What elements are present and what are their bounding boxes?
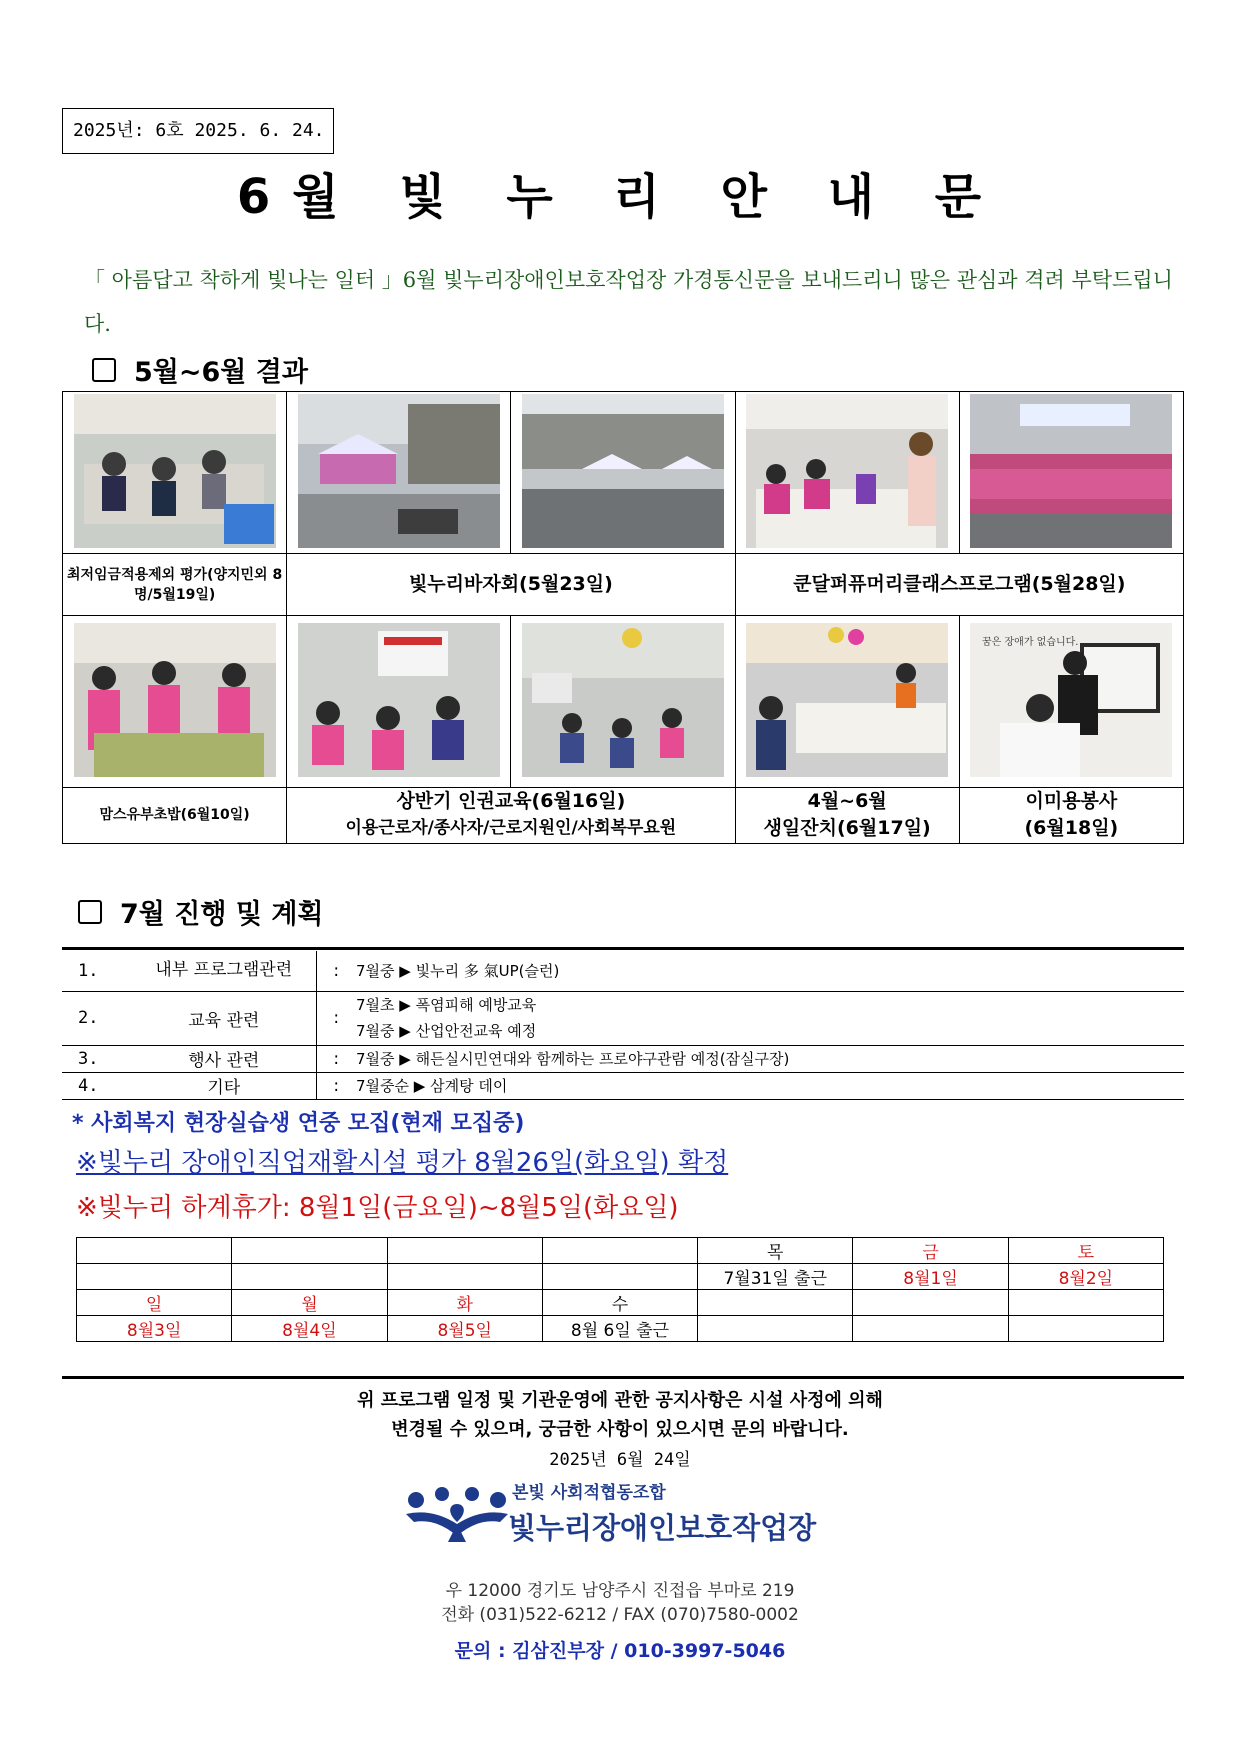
calendar-cell (542, 1238, 697, 1264)
photo-perfume-class-1 (746, 394, 948, 548)
calendar-cell (77, 1264, 232, 1290)
plan-category: 내부 프로그램관련 (132, 951, 316, 991)
photo-banner-text: 꿈은 장애가 없습니다. (982, 636, 1079, 648)
caption-rights-education-participants: 이용근로자/종사자/근로지원인/사회복무요원 (345, 818, 677, 839)
photo-cell (511, 616, 735, 787)
calendar-day-tue: 화 (387, 1290, 542, 1316)
calendar-cell (1008, 1316, 1163, 1342)
plan-num: 3. (62, 1045, 132, 1072)
notice-intern-recruit: * 사회복지 현장실습생 연중 모집(현재 모집중) (72, 1111, 525, 1136)
plan-category: 행사 관련 (132, 1045, 316, 1072)
calendar-date: 7월31일 출근 (698, 1264, 853, 1290)
calendar-cell (698, 1316, 853, 1342)
plan-detail-line: 7월초 ▶ 폭염피해 예방교육 (356, 996, 537, 1014)
photo-cell (959, 392, 1183, 554)
results-photo-table (62, 391, 1184, 844)
plan-row (62, 951, 1184, 991)
vacation-calendar (76, 1237, 1164, 1342)
issue-number-box: 2025년: 6호 2025. 6. 24. (62, 108, 334, 154)
checkbox-icon (92, 358, 116, 382)
checkbox-icon (78, 900, 102, 924)
calendar-date: 8월5일 (387, 1316, 542, 1342)
page-title: 6월 빛 누 리 안 내 문 (236, 169, 1004, 225)
plan-num: 2. (62, 991, 132, 1045)
calendar-cell (853, 1316, 1008, 1342)
photo-bazaar-1 (298, 394, 500, 548)
caption-tofu-rice: 맘스유부초밥(6월10일) (63, 787, 287, 843)
footer-notice-line1: 위 프로그램 일정 및 기관운영에 관한 공지사항은 시설 사정에 의해 (357, 1390, 883, 1411)
photo-rights-education-1 (298, 623, 500, 777)
plan-colon: : (316, 1072, 356, 1099)
calendar-date: 8월3일 (77, 1316, 232, 1342)
org-name: 빛누리장애인보호작업장 (508, 1511, 817, 1545)
calendar-day-sun: 일 (77, 1290, 232, 1316)
calendar-day-wed: 수 (542, 1290, 697, 1316)
photo-cell (511, 392, 735, 554)
caption-bazaar: 빛누리바자회(5월23일) (287, 554, 735, 616)
footer-phone: 전화 (031)522-6212 / FAX (070)7580-0002 (441, 1605, 799, 1625)
calendar-cell (698, 1290, 853, 1316)
calendar-cell (542, 1264, 697, 1290)
calendar-cell (232, 1238, 387, 1264)
calendar-day-thu: 목 (698, 1238, 853, 1264)
notice-evaluation: ※빛누리 장애인직업재활시설 평가 8월26일(화요일) 확정 (76, 1148, 729, 1178)
caption-rights-education-title: 상반기 인권교육(6월16일) (396, 790, 626, 813)
footer-notice-line2: 변경될 수 있으며, 궁금한 사항이 있으시면 문의 바랍니다. (391, 1419, 849, 1440)
plan-detail: 7월중 ▶ 해든실시민연대와 함께하는 프로야구관람 예정(잠실구장) (356, 1045, 1184, 1072)
photo-cell (63, 616, 287, 787)
calendar-cell (1008, 1290, 1163, 1316)
footer-rule (62, 1376, 1184, 1379)
caption-birthday-period: 4월~6월 (807, 790, 887, 813)
org-subtitle: 본빛 사회적협동조합 (512, 1483, 666, 1503)
calendar-date: 8월1일 (853, 1264, 1008, 1290)
photo-cell (735, 616, 959, 787)
plan-num: 1. (62, 951, 132, 991)
photo-wage-evaluation (74, 394, 276, 548)
plan-row (62, 1045, 1184, 1072)
section-plan-heading (78, 892, 323, 931)
calendar-cell (853, 1290, 1008, 1316)
photo-tofu-rice (74, 623, 276, 777)
caption-haircut-date: (6월18일) (1024, 817, 1119, 840)
calendar-day-mon: 월 (232, 1290, 387, 1316)
calendar-date: 8월4일 (232, 1316, 387, 1342)
section-plan-title: 7월 진행 및 계획 (120, 899, 324, 930)
intro-text: 「 아름답고 착하게 빛나는 일터 」6월 빛누리장애인보호작업장 가경통신문을 보내드리니 많은 관심과 격려 부탁드립니다. (84, 268, 1173, 336)
plan-detail (356, 991, 1184, 1045)
footer-contact: 문의 : 김삼진부장 / 010-3997-5046 (454, 1640, 786, 1662)
photo-cell (287, 616, 511, 787)
caption-rights-education (287, 787, 735, 843)
calendar-day-sat: 토 (1008, 1238, 1163, 1264)
plan-table (62, 951, 1184, 1100)
photo-rights-education-2 (522, 623, 724, 777)
photo-birthday-party (746, 623, 948, 777)
footer-date: 2025년 6월 24일 (549, 1450, 691, 1470)
plan-num: 4. (62, 1072, 132, 1099)
photo-haircut-service (970, 623, 1172, 777)
plan-category: 기타 (132, 1072, 316, 1099)
photo-perfume-class-group (970, 394, 1172, 548)
calendar-row (77, 1316, 1164, 1342)
calendar-cell (387, 1238, 542, 1264)
plan-colon: : (316, 1045, 356, 1072)
caption-haircut (959, 787, 1183, 843)
calendar-cell (77, 1238, 232, 1264)
photo-cell (287, 392, 511, 554)
calendar-cell (232, 1264, 387, 1290)
caption-perfume-class: 쿤달퍼퓨머리클래스프로그램(5월28일) (735, 554, 1183, 616)
plan-row (62, 991, 1184, 1045)
plan-category: 교육 관련 (132, 991, 316, 1045)
plan-colon: : (316, 951, 356, 991)
calendar-day-fri: 금 (853, 1238, 1008, 1264)
calendar-row (77, 1238, 1164, 1264)
calendar-date: 8월 6일 출근 (542, 1316, 697, 1342)
plan-detail: 7월중 ▶ 빛누리 多 氣UP(슬런) (356, 951, 1184, 991)
plan-detail-line: 7월중 ▶ 산업안전교육 예정 (356, 1022, 537, 1040)
plan-row (62, 1072, 1184, 1099)
section-results-title: 5월~6월 결과 (134, 357, 308, 388)
photo-cell (63, 392, 287, 554)
section-results-heading (92, 350, 308, 389)
photo-bazaar-2 (522, 394, 724, 548)
notice-summer-vacation: ※빛누리 하계휴가: 8월1일(금요일)~8월5일(화요일) (76, 1193, 679, 1223)
plan-detail: 7월중순 ▶ 삼계탕 데이 (356, 1072, 1184, 1099)
plan-colon: : (316, 991, 356, 1045)
calendar-row (77, 1264, 1164, 1290)
caption-haircut-title: 이미용봉사 (1025, 790, 1118, 813)
plan-top-rule (62, 947, 1184, 950)
org-logo (402, 1478, 842, 1558)
photo-cell (959, 616, 1183, 787)
caption-birthday (735, 787, 959, 843)
caption-birthday-title: 생일잔치(6월17일) (763, 817, 931, 840)
calendar-date: 8월2일 (1008, 1264, 1163, 1290)
calendar-cell (387, 1264, 542, 1290)
caption-wage-evaluation: 최저임금적용제외 평가(양지민외 8명/5월19일) (63, 554, 287, 616)
photo-cell (735, 392, 959, 554)
calendar-row (77, 1290, 1164, 1316)
footer-address: 우 12000 경기도 남양주시 진접읍 부마로 219 (445, 1581, 795, 1601)
org-logo-mark-icon (402, 1484, 512, 1554)
